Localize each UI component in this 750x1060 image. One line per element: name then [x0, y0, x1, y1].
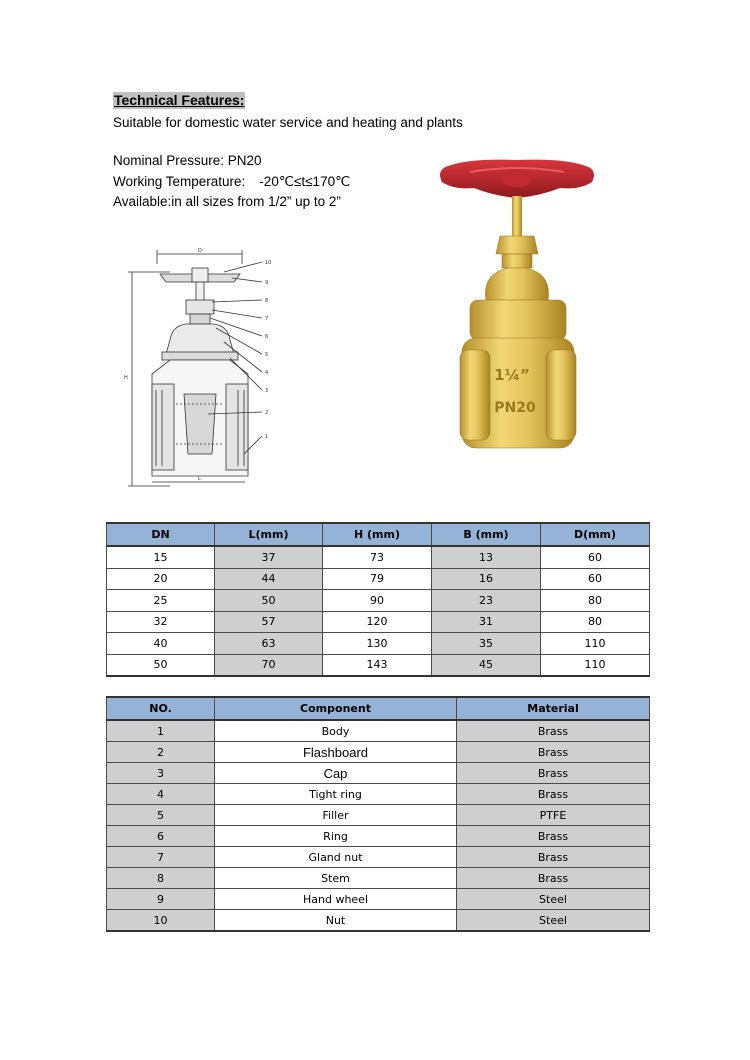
- callout-4: 4: [265, 370, 269, 376]
- cell-component: Ring: [215, 826, 457, 847]
- cell-component: Flashboard: [215, 742, 457, 763]
- header-component: Component: [215, 697, 457, 720]
- cell-material: Steel: [457, 889, 650, 910]
- cell-component: Hand wheel: [215, 889, 457, 910]
- cell: 16: [432, 568, 541, 590]
- callout-10: 10: [265, 260, 272, 266]
- table-row: [107, 742, 650, 763]
- dim-label-d: D: [198, 248, 202, 254]
- available-sizes: Available:in all sizes from 1/2” up to 2”: [113, 194, 341, 209]
- callout-3: 3: [265, 388, 269, 394]
- table-row: [107, 590, 650, 612]
- cell-no: 8: [107, 868, 215, 889]
- cell-component: Gland nut: [215, 847, 457, 868]
- callout-6: 6: [265, 334, 269, 340]
- cell-no: 10: [107, 910, 215, 932]
- dim-label-h: H: [124, 375, 128, 381]
- size-mark: 1¼”: [494, 366, 530, 384]
- callout-1: 1: [265, 434, 269, 440]
- technical-features-heading: Technical Features:: [114, 92, 245, 108]
- header-no: NO.: [107, 697, 215, 720]
- table-row: [107, 805, 650, 826]
- cell-material: Brass: [457, 826, 650, 847]
- header-l: L(mm): [215, 523, 323, 546]
- callout-2: 2: [265, 410, 269, 416]
- cell: 20: [107, 568, 215, 590]
- cell: 13: [432, 546, 541, 568]
- table-row: [107, 720, 650, 742]
- cell-no: 2: [107, 742, 215, 763]
- cell: 63: [215, 633, 323, 655]
- cell: 130: [323, 633, 432, 655]
- table-row: [107, 889, 650, 910]
- header-h: H (mm): [323, 523, 432, 546]
- cell: 70: [215, 654, 323, 676]
- cell: 50: [215, 590, 323, 612]
- table-row: [107, 633, 650, 655]
- cell-no: 3: [107, 763, 215, 784]
- cell-no: 5: [107, 805, 215, 826]
- cell-component: Nut: [215, 910, 457, 932]
- valve-technical-drawing: [112, 244, 292, 494]
- table-row: [107, 847, 650, 868]
- cell-component: Tight ring: [215, 784, 457, 805]
- callout-5: 5: [265, 352, 269, 358]
- cell: 50: [107, 654, 215, 676]
- pressure-mark: PN20: [494, 400, 536, 416]
- table-row: [107, 568, 650, 590]
- cell-no: 7: [107, 847, 215, 868]
- table-row: [107, 763, 650, 784]
- cell: 120: [323, 611, 432, 633]
- dimensions-table: [106, 522, 650, 677]
- cell: 79: [323, 568, 432, 590]
- cell: 32: [107, 611, 215, 633]
- dim-label-l: L: [198, 476, 201, 482]
- table-row: [107, 868, 650, 889]
- cell: 44: [215, 568, 323, 590]
- nominal-pressure: Nominal Pressure: PN20: [113, 153, 262, 168]
- cell: 60: [541, 546, 650, 568]
- table-row: [107, 826, 650, 847]
- cell: 31: [432, 611, 541, 633]
- cell: 15: [107, 546, 215, 568]
- cell: 25: [107, 590, 215, 612]
- cell: 35: [432, 633, 541, 655]
- header-d: D(mm): [541, 523, 650, 546]
- cell: 23: [432, 590, 541, 612]
- cell-no: 9: [107, 889, 215, 910]
- components-table: [106, 696, 650, 932]
- table-row: [107, 910, 650, 932]
- cell-material: Brass: [457, 742, 650, 763]
- cell: 37: [215, 546, 323, 568]
- cell: 80: [541, 611, 650, 633]
- handwheel: [440, 160, 594, 198]
- table-row: [107, 611, 650, 633]
- cell: 143: [323, 654, 432, 676]
- table-row: [107, 784, 650, 805]
- cell-no: 6: [107, 826, 215, 847]
- cell-material: Brass: [457, 868, 650, 889]
- header-material: Material: [457, 697, 650, 720]
- cell-material: Brass: [457, 847, 650, 868]
- table-header-row: [107, 697, 650, 720]
- header-dn: DN: [107, 523, 215, 546]
- callout-7: 7: [265, 316, 269, 322]
- working-temperature-label: Working Temperature:: [113, 174, 246, 189]
- table-row: [107, 546, 650, 568]
- cell-component: Body: [215, 720, 457, 742]
- cell-material: Brass: [457, 763, 650, 784]
- callout-8: 8: [265, 298, 269, 304]
- cell-component: Stem: [215, 868, 457, 889]
- application-description: Suitable for domestic water service and heating and plants: [113, 115, 463, 130]
- cell: 73: [323, 546, 432, 568]
- cell: 110: [541, 654, 650, 676]
- working-temperature-value: -20℃≤t≤170℃: [259, 174, 351, 189]
- cell-component: Cap: [215, 763, 457, 784]
- cell-component: Filler: [215, 805, 457, 826]
- gate-valve-photo: [430, 150, 605, 460]
- cell: 40: [107, 633, 215, 655]
- cell: 90: [323, 590, 432, 612]
- working-temperature: [113, 173, 350, 190]
- cell-material: Brass: [457, 784, 650, 805]
- cell: 80: [541, 590, 650, 612]
- cell-material: Steel: [457, 910, 650, 932]
- cell: 57: [215, 611, 323, 633]
- cell-no: 4: [107, 784, 215, 805]
- cell: 110: [541, 633, 650, 655]
- cell: 60: [541, 568, 650, 590]
- header-b: B (mm): [432, 523, 541, 546]
- cell-material: Brass: [457, 720, 650, 742]
- cell: 45: [432, 654, 541, 676]
- cell-material: PTFE: [457, 805, 650, 826]
- cell-no: 1: [107, 720, 215, 742]
- table-header-row: [107, 523, 650, 546]
- table-row: [107, 654, 650, 676]
- callout-9: 9: [265, 280, 269, 286]
